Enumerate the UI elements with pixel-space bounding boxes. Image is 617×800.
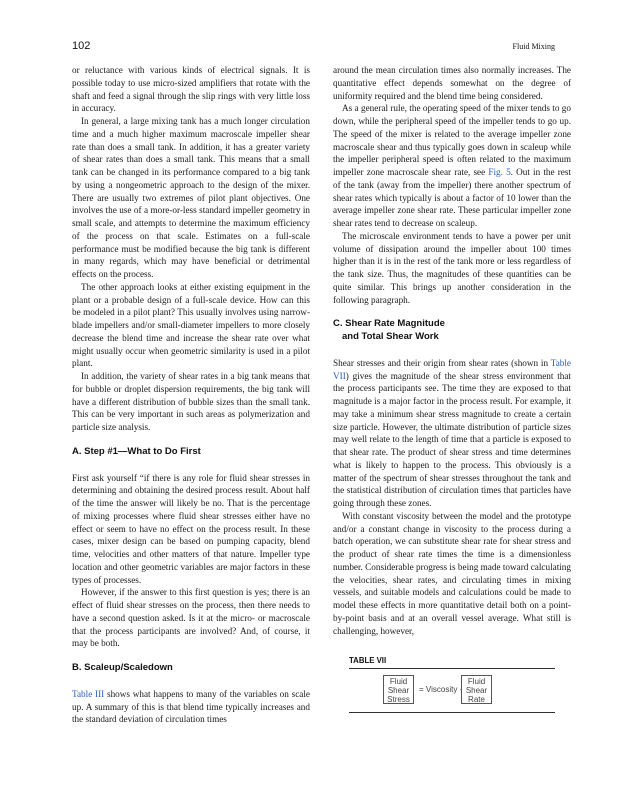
table-iii-link[interactable]: Table III bbox=[72, 688, 105, 699]
paragraph-text: As a general rule, the operating speed of the mixer tends to go down, while the peripheral speed of the impeller tends to go up. The speed of the mixer is related to the average impeller zone macroscale shear and thus typically goes down in scaleup while the impeller peripheral speed is often related to the maximum impeller zone macroscale shear rate, see bbox=[333, 103, 571, 177]
paragraph bbox=[72, 688, 310, 726]
paragraph: However, if the answer to this first question is yes; there is an effect of fluid shear stresses on the process, then there needs to have a second question asked. Is it at the micro- or macroscale that the process participants are involved? And, of course, it may be both. bbox=[72, 587, 310, 649]
paragraph bbox=[333, 102, 571, 230]
paragraph: With constant viscosity between the model and the prototype and/or a constant change in viscosity to the process during a batch operation, we can substitute shear rate for shear stress and the product of shear rate times the time is a dimensionless number. Considerable progress is being made toward calculating the velocities, shear rates, and circulating times in mixing vessels, and suitable models and calculations could be made to model these effects in more quantitative detail both on a point-by-point basis and at an overall vessel average. What still is challenging, however, bbox=[333, 510, 571, 636]
table-title: TABLE VII bbox=[349, 656, 387, 665]
paragraph bbox=[333, 357, 571, 510]
section-heading-a: A. Step #1—What to Do First bbox=[72, 445, 201, 457]
box-line: Fluid bbox=[389, 677, 408, 686]
paragraph: The microscale environment tends to have a power per unit volume of dissipation around the impeller about 100 times higher than it is in the rest of the tank more or less regardless of the tank size. Thus, the magnitudes of these quantities can be quite similar. This brings up another consideration in the following paragraph. bbox=[333, 230, 571, 305]
heading-line: and Total Shear Work bbox=[342, 331, 439, 342]
paragraph-text: ) gives the magnitude of the shear stress environment that the process participants see. The time they are exposed to that magnitude is a major factor in the process result. For example, it may take a minimum shear stress magnitude to create a certain size particle. However, the ultimate distribution of particle sizes may well relate to the length of time that a particle is exposed to that shear rate. The product of shear stress and time determines what is likely to happen to the process. This obviously is a matter of the spectrum of shear stresses throughout the tank and the statistical distribution of circulation times that particles have going through these zones. bbox=[333, 370, 571, 508]
paragraph-text: shows what happens to many of the variables on scale up. A summary of this is that blend time typically increases and the standard deviation of circulation times bbox=[72, 688, 310, 725]
fluid-shear-stress-box bbox=[383, 675, 414, 704]
paragraph-text: Shear stresses and their origin from shear rates (shown in bbox=[333, 357, 551, 368]
section-heading-b: B. Scaleup/Scaledown bbox=[72, 662, 173, 673]
table-vii bbox=[349, 656, 555, 704]
fig-5-link[interactable]: Fig. 5 bbox=[488, 167, 511, 177]
box-line: Shear bbox=[465, 686, 488, 695]
fluid-shear-rate-box bbox=[461, 675, 492, 704]
right-column bbox=[333, 64, 571, 637]
paragraph: First ask yourself “if there is any role for fluid shear stresses in determining and obtaining the desired process result. About half of the time the answer will likely be no. That is the percentage of mixing processes where fluid shear stresses either have no effect or seem to have no effect on the process result. In these cases, mixer design can be based on pumping capacity, blend time, velocities and other matters of that nature. Impeller type location and other geometric variables are major factors in these types of processes. bbox=[72, 472, 310, 585]
equation-operator: = Viscosity · bbox=[419, 685, 463, 694]
box-line: Rate bbox=[468, 695, 485, 704]
box-line: Stress bbox=[387, 695, 410, 704]
paragraph: In general, a large mixing tank has a much longer circulation time and a much higher maximum macroscale impeller shear rate than does a small tank. In addition, it has a greater variety of shear rates than does a small tank. This means that a small tank can be changed in its performance compared to a big tank by using a nongeometric approach to the design of the mixer. There are usually two extremes of pilot plant objectives. One involves the use of a more-or-less standard impeller geometry in small scale, and attempts to determine the maximum efficiency of the process on that scale. Estimates on a full-scale performance must be modified because the big tank is different in many regards, which may have beneficial or detrimental effects on the process. bbox=[72, 116, 310, 279]
paragraph: The other approach looks at either existing equipment in the plant or a probable design of a full-scale device. How can this be modeled in a pilot plant? This usually involves using narrow-blade impellers and/or small-diameter impellers to more closely decrease the blend time and increase the shear rate over what might usually occur when geometric similarity is used in a pilot plant. bbox=[72, 281, 310, 369]
table-bottom-rule bbox=[349, 712, 555, 713]
box-line: Fluid bbox=[467, 677, 486, 686]
section-heading-c bbox=[333, 318, 571, 344]
paragraph: or reluctance with various kinds of electrical signals. It is possible today to use micro-sized amplifiers that rotate with the shaft and feed a signal through the slip rings with very little loss in accuracy. bbox=[72, 65, 310, 114]
table-vii-link[interactable]: Table VII bbox=[333, 357, 571, 381]
heading-line: C. Shear Rate Magnitude bbox=[333, 318, 445, 330]
paragraph-text: . Out in the rest of the tank (away from the impeller) there another spectrum of shear rates which typically is about a factor of 10 lower than the average impeller zone shear rate. These particular impeller zone shear rates tend to decrease on scaleup. bbox=[333, 167, 571, 228]
page-number: 102 bbox=[72, 40, 91, 52]
paragraph: around the mean circulation times also normally increases. The quantitative effect depends somewhat on the degree of uniformity required and the blend time being considered. bbox=[333, 65, 571, 101]
running-head: Fluid Mixing bbox=[512, 42, 555, 51]
paragraph: In addition, the variety of shear rates in a big tank means that for bubble or droplet dispersion requirements, the big tank will have a different distribution of bubble sizes than the small tank. This can be very important in such areas as polymerization and particle size analysis. bbox=[72, 371, 310, 432]
left-column bbox=[72, 64, 310, 726]
table-top-rule bbox=[349, 668, 555, 669]
box-line: Shear bbox=[387, 686, 410, 695]
